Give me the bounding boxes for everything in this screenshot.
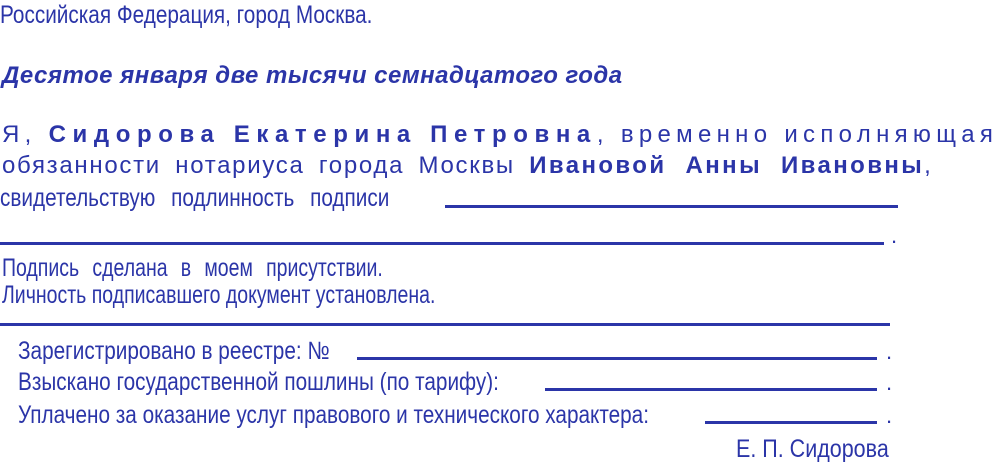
registry-number-dot: . — [886, 339, 893, 364]
certification-line-2-head: обязанности нотариуса города Москвы — [2, 152, 515, 179]
services-fee-dot: . — [886, 403, 893, 428]
registry-number-label: Зарегистрировано в реестре: № — [18, 337, 330, 365]
certification-line-3: свидетельствую подлинность подписи — [0, 184, 390, 212]
registry-number-blank — [357, 357, 877, 360]
services-fee-blank — [705, 421, 877, 424]
notary-signature-name: Е. П. Сидорова — [736, 435, 889, 463]
date-line: Десятое января две тысячи семнадцатого года — [2, 62, 623, 89]
certification-line-2 — [2, 154, 933, 178]
signature-blank-line-1 — [445, 205, 898, 208]
signature-blank-line-2 — [0, 242, 884, 245]
certification-line-2-tail: , — [924, 152, 933, 179]
services-fee-label: Уплачено за оказание услуг правового и технического характера: — [18, 401, 649, 429]
certification-pronoun: Я, — [2, 121, 37, 148]
acting-notary-name: Сидорова Екатерина Петровна — [48, 121, 597, 148]
notary-name: Ивановой Анны Ивановны — [529, 152, 925, 179]
state-duty-dot: . — [886, 370, 893, 395]
state-duty-label: Взыскано государственной пошлины (по тарифу): — [18, 368, 499, 396]
presence-line-2: Личность подписавшего документ установлена. — [2, 281, 436, 309]
section-divider — [0, 323, 890, 326]
location-line: Российская Федерация, город Москва. — [0, 1, 373, 29]
state-duty-blank — [545, 388, 877, 391]
presence-line-1: Подпись сделана в моем присутствии. — [2, 254, 383, 282]
signature-line-end-dot: . — [891, 223, 898, 248]
certification-line-1-tail: , временно исполняющая — [596, 121, 998, 148]
certification-line-1 — [2, 123, 998, 147]
